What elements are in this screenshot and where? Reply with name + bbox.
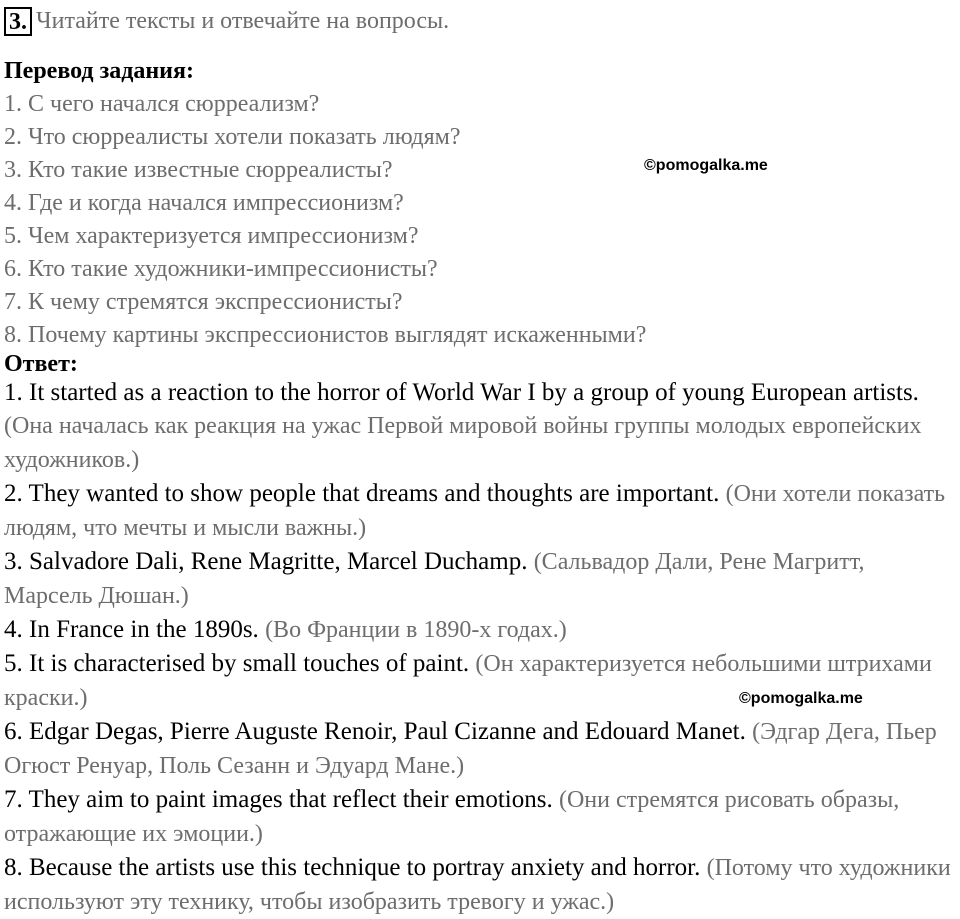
watermark: ©pomogalka.me: [644, 157, 768, 174]
answer-english: 3. Salvadore Dali, Rene Magritte, Marcel Duchamp.: [4, 548, 528, 575]
answer-item: [4, 851, 956, 919]
answer-english: 1. It started as a reaction to the horror of World War I by a group of young European artists.: [4, 379, 919, 406]
question-item: 7. К чему стремятся экспрессионисты?: [4, 289, 403, 315]
task-number: 3.: [4, 7, 32, 36]
answer-item: [4, 613, 956, 647]
answer-russian: (Они хотели показать людям, что мечты и мысли важны.): [4, 481, 946, 541]
answer-list: [4, 376, 956, 919]
answer-item: [4, 545, 956, 613]
task-header: [4, 4, 956, 38]
task-instruction: Читайте тексты и отвечайте на вопросы.: [36, 7, 450, 34]
question-list: [4, 88, 956, 352]
answer-russian: (Сальвадор Дали, Рене Магритт, Марсель Дюшан.): [4, 549, 865, 609]
answer-english: 4. In France in the 1890s.: [4, 616, 259, 643]
answer-russian: (Они стремятся рисовать образы, отражающие их эмоции.): [4, 787, 900, 847]
question-item: 5. Чем характеризуется импрессионизм?: [4, 223, 419, 249]
answer-english: 6. Edgar Degas, Pierre Auguste Renoir, Paul Cizanne and Edouard Manet.: [4, 718, 746, 745]
answer-english: 2. They wanted to show people that dreams and thoughts are important.: [4, 480, 720, 507]
question-item: 8. Почему картины экспрессионистов выглядят искаженными?: [4, 322, 647, 348]
answer-russian: (Во Франции в 1890-х годах.): [265, 617, 567, 643]
answer-russian: (Потому что художники используют эту технику, чтобы изобразить тревогу и ужас.): [4, 855, 951, 915]
question-item: 2. Что сюрреалисты хотели показать людям?: [4, 124, 461, 150]
answer-heading: Ответ:: [4, 351, 78, 377]
question-item: 6. Кто такие художники-импрессионисты?: [4, 256, 438, 282]
answer-english: 5. It is characterised by small touches of paint.: [4, 650, 470, 677]
translation-heading: Перевод задания:: [4, 58, 194, 84]
question-item: 1. С чего начался сюрреализм?: [4, 91, 320, 117]
answer-item: [4, 376, 956, 477]
answer-item: [4, 715, 956, 783]
question-item: 4. Где и когда начался импрессионизм?: [4, 190, 404, 216]
answer-russian: (Эдгар Дега, Пьер Огюст Ренуар, Поль Сезанн и Эдуард Мане.): [4, 719, 937, 779]
answer-item: [4, 477, 956, 545]
watermark: ©pomogalka.me: [739, 690, 863, 707]
answer-english: 8. Because the artists use this technique to portray anxiety and horror.: [4, 854, 701, 881]
answer-russian: (Она началась как реакция на ужас Первой мировой войны группы молодых европейских художников.): [4, 413, 922, 473]
document-page: [4, 4, 956, 919]
answer-russian: (Он характеризуется небольшими штрихами краски.): [4, 651, 932, 711]
answer-english: 7. They aim to paint images that reflect their emotions.: [4, 786, 553, 813]
question-item: 3. Кто такие известные сюрреалисты?: [4, 157, 393, 183]
answer-item: [4, 783, 956, 851]
